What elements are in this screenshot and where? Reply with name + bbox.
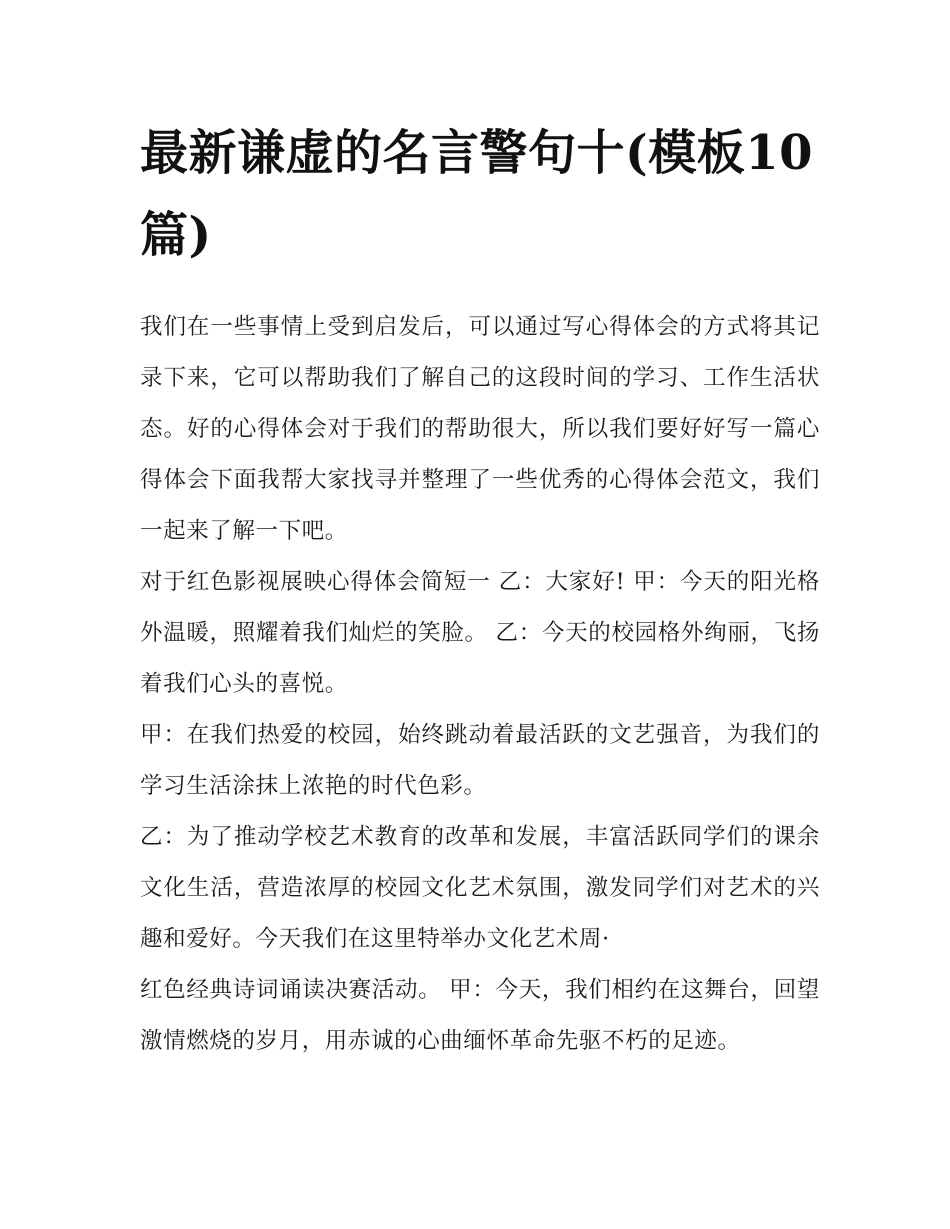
body-paragraph-3: 乙：为了推动学校艺术教育的改革和发展，丰富活跃同学们的课余文化生活，营造浓厚的校园文化艺术氛围，激发同学们对艺术的兴趣和爱好。今天我们在这里特举办文化艺术周· xyxy=(140,824,820,952)
document-title: 最新谦虚的名言警句十(模板10篇) xyxy=(140,125,814,263)
body-paragraph-1: 对于红色影视展映心得体会简短一 乙：大家好! 甲：今天的阳光格外温暖，照耀着我们灿烂的笑脸。 乙：今天的校园格外绚丽，飞扬着我们心头的喜悦。 xyxy=(140,569,820,697)
document-body xyxy=(140,302,820,1067)
body-paragraph-2: 甲：在我们热爱的校园，始终跳动着最活跃的文艺强音，为我们的学习生活涂抹上浓艳的时代色彩。 xyxy=(140,722,820,799)
document-page xyxy=(140,112,820,1067)
body-paragraph-4: 红色经典诗词诵读决赛活动。 甲：今天，我们相约在这舞台，回望激情燃烧的岁月，用赤诚的心曲缅怀革命先驱不朽的足迹。 xyxy=(140,977,820,1054)
intro-paragraph: 我们在一些事情上受到启发后，可以通过写心得体会的方式将其记录下来，它可以帮助我们了解自己的这段时间的学习、工作生活状态。好的心得体会对于我们的帮助很大，所以我们要好好写一篇心得体会下面我帮大家找寻并整理了一些优秀的心得体会范文，我们一起来了解一下吧。 xyxy=(140,314,820,544)
